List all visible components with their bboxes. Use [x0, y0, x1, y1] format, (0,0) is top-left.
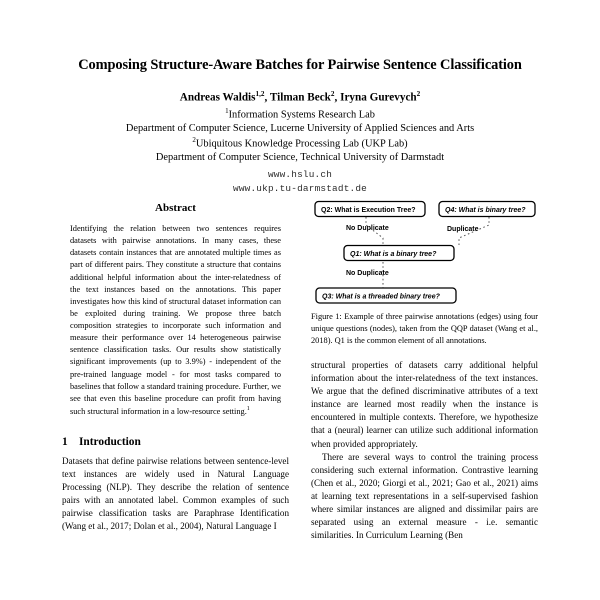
- section-heading-introduction: [62, 436, 289, 448]
- abstract-text: [62, 223, 289, 418]
- section-title: Introduction: [79, 435, 141, 448]
- figure-1-caption: [311, 311, 538, 347]
- author-2-affil-marker: 2: [330, 90, 335, 98]
- affiliation-text-4: Department of Computer Science, Technical University of Darmstadt: [155, 151, 445, 163]
- affiliation-url-hslu[interactable]: www.hslu.ch: [267, 168, 333, 180]
- author-1-affil-marker: 1,2: [255, 90, 265, 98]
- author-3: , Iryna Gurevych: [334, 91, 417, 104]
- node-q3-label: Q3: What is a threaded binary tree?: [322, 293, 440, 301]
- figure-node-q3: [316, 288, 456, 303]
- affiliation-text-1: Information Systems Research Lab: [228, 109, 375, 121]
- node-q2-label: Q2: What is Execution Tree?: [321, 207, 416, 214]
- author-1: Andreas Waldis: [179, 91, 256, 104]
- edge-label-q2-q1: No Duplicate: [346, 225, 389, 232]
- affiliation-text-3: Ubiquitous Knowledge Processing Lab (UKP Lab): [195, 138, 408, 150]
- node-q1-label: Q1: What is a binary tree?: [350, 251, 437, 258]
- figure-node-q4: [439, 202, 535, 217]
- figure-node-q2: [315, 202, 425, 217]
- figure-node-q1: [344, 246, 454, 261]
- figure-caption-text: Example of three pairwise annotations (edges) using four unique questions (nodes), taken from the QQP dataset (Wang et al., 2018). Q1 is the common element of all annotations.: [311, 312, 538, 345]
- section-number: 1: [62, 435, 68, 448]
- affiliation-line-3: [62, 136, 538, 151]
- figure-1: [311, 200, 538, 308]
- affiliation-line-4: [62, 151, 538, 165]
- body-columns: [0, 196, 600, 600]
- edge-label-q1-q3: No Duplicate: [346, 270, 389, 277]
- abstract-body-text: Identifying the relation between two sentences requires datasets with pairwise annotations. In many cases, these datasets contain instances that are annotated multiple times as part of different pairs. They constitute a structure that contains additional helpful information about the inter-relatedness of the text instances based on the annotations. This paper investigates how this kind of structural dataset information can be exploited during training. We propose three batch composition strategies to incorporate such information and measure their performance over 14 heterogeneous pairwise sentence classification tasks. Our results show statistically significant improvements (up to 3.9%) - independent of the pre-trained language model - for most tasks compared to baselines that follow a standard training procedure. Further, we see that even this baseline procedure can profit from having such structural information in a low-resource setting.: [70, 224, 281, 416]
- affiliation-line-1: [62, 107, 538, 122]
- intro-paragraph-1: Datasets that define pairwise relations between sentence-level text instances are widely used in Natural Language Processing (NLP). They describe the relation of sentence pairs with an annotated label. Common examples of such pairwise classification tasks are Paraphrase Identification (Wang et al., 2017; Dolan et al., 2004), Natural Language I: [62, 455, 289, 532]
- figure-1-graph: [311, 200, 538, 308]
- node-q4-label: Q4: What is binary tree?: [445, 207, 526, 214]
- affiliation-url-ukp[interactable]: www.ukp.tu-darmstadt.de: [233, 182, 367, 194]
- right-column-text: [311, 359, 538, 542]
- author-list: [62, 90, 538, 106]
- right-column: [311, 196, 538, 600]
- affiliation-marker-1: 1: [225, 106, 229, 115]
- figure-caption-label: Figure 1:: [311, 312, 342, 321]
- author-3-affil-marker: 2: [416, 90, 421, 98]
- affiliation-marker-2: 2: [192, 135, 196, 144]
- title-block: [0, 0, 600, 196]
- left-column: [62, 196, 289, 600]
- affiliation-line-2: [62, 122, 538, 136]
- abstract-footnote-marker: 1: [246, 405, 250, 412]
- affiliation-text-2: Department of Computer Science, Lucerne University of Applied Sciences and Arts: [125, 123, 475, 135]
- edge-label-q4-q1: Duplicate: [447, 226, 479, 233]
- abstract-heading: Abstract: [155, 202, 196, 214]
- page-title: Composing Structure-Aware Batches for Pairwise Sentence Classification: [78, 57, 522, 73]
- right-paragraph-1: structural properties of datasets carry additional helpful information about the inter-relatedness of the text instances. We argue that the defined discriminative attributes of a text instance are learned most readily when the instance is encountered in multiple contexts. Therefore, we hypothesize that a (neural) learner can utilize such additional information when provided appropriately.: [311, 360, 538, 449]
- right-paragraph-2: There are several ways to control the training process considering such external information. Contrastive learning (Chen et al., 2020; Giorgi et al., 2021; Gao et al., 2021) aims at learning text representations in a self-supervised fashion where similar instances are aligned and dissimilar pairs are separated using an external measure - i.e. semantic similarities. In Curriculum Learning (Ben: [311, 451, 538, 541]
- author-2: , Tilman Beck: [264, 91, 331, 104]
